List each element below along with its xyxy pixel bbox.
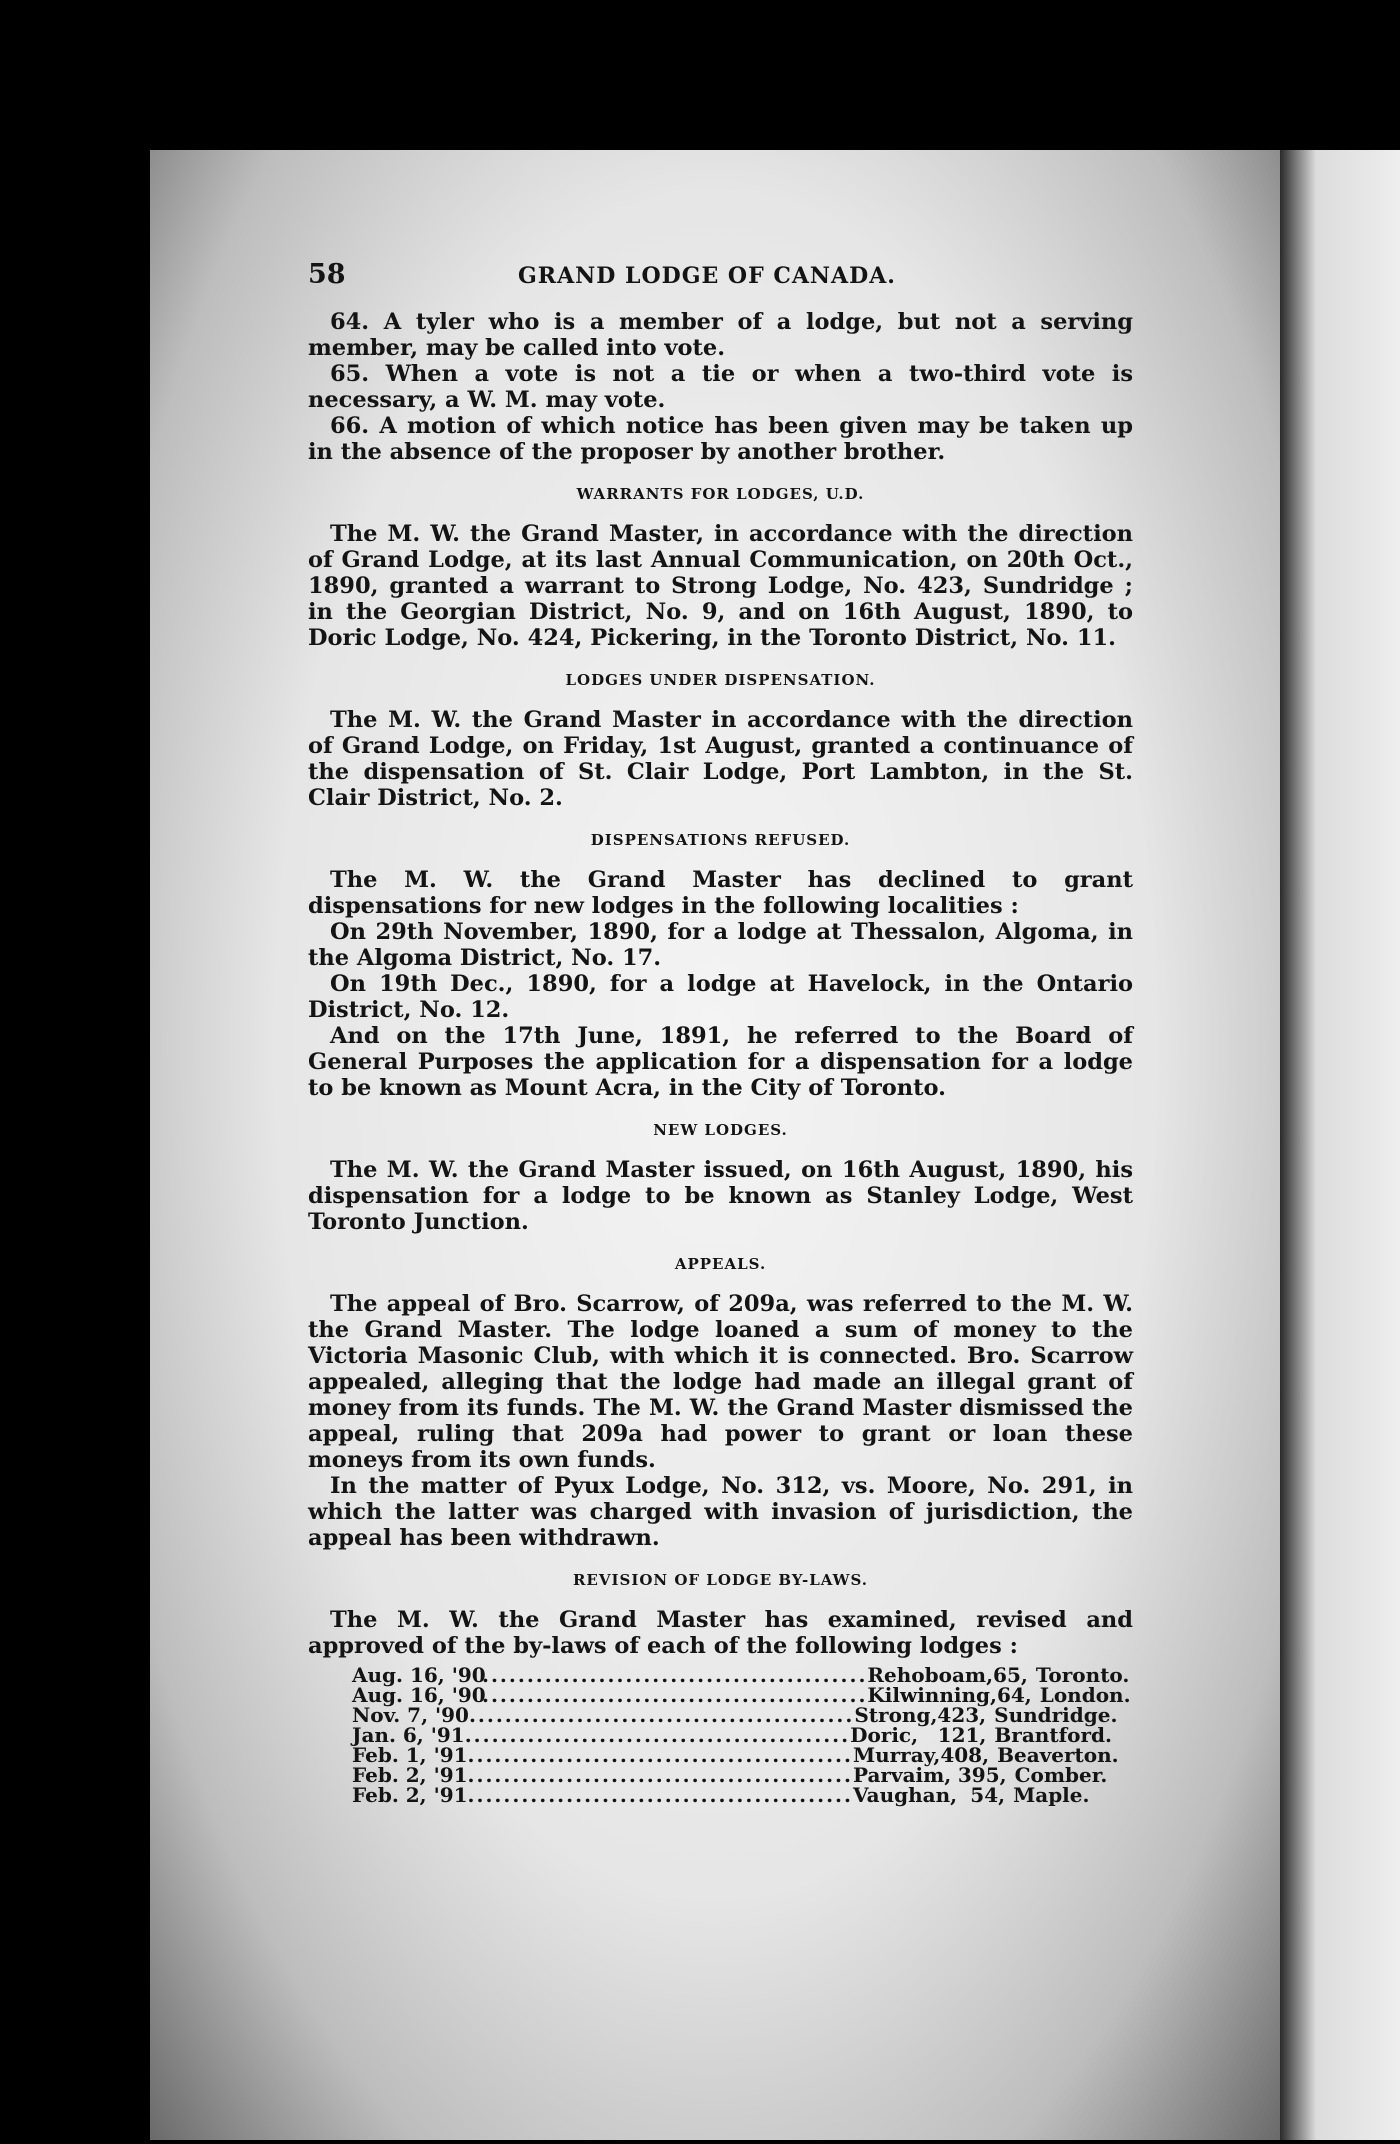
section-heading-appeals: APPEALS.: [674, 1255, 767, 1273]
warrants-paragraph: The M. W. the Grand Master, in accordance with the direction of Grand Lodge, at its last Annual Communication, on 20th Oct., 1890, granted a warrant to Strong Lodge, No. 423, Sundridge ; in the Georgian District, No. 9, and on 16th August, 1890, to Doric Lodge, No. 424, Pickering, in the Toronto District, No. 11.: [308, 521, 1133, 651]
row-date: Feb. 1, '91: [352, 1743, 468, 1767]
leader-dots: ...........................................: [467, 1783, 853, 1807]
row-town: Maple.: [1013, 1783, 1090, 1807]
row-lodge-name: Doric,: [850, 1723, 919, 1747]
refused-item-thessalon: On 29th November, 1890, for a lodge at Thessalon, Algoma, in the Algoma District, No. 17.: [308, 919, 1133, 971]
table-row: [352, 1765, 1112, 1785]
table-row: [352, 1725, 1112, 1745]
leader-dots: ...........................................: [482, 1683, 868, 1707]
row-lodge-name: Kilwinning,: [867, 1683, 997, 1707]
bylaws-intro: The M. W. the Grand Master has examined, revised and approved of the by-laws of each of the following lodges :: [308, 1607, 1133, 1659]
row-lodge-number: 54,: [970, 1783, 1006, 1807]
bylaws-table: [352, 1663, 1131, 1807]
row-date: Nov. 7, '90: [352, 1703, 469, 1727]
leader-dots: ...........................................: [482, 1663, 868, 1687]
section-heading-bylaws: REVISION OF LODGE BY-LAWS.: [572, 1571, 869, 1589]
row-lodge-number: 121,: [937, 1723, 987, 1747]
page-number: 58: [308, 259, 346, 290]
facing-page-edge: [1280, 150, 1400, 2140]
row-date: Jan. 6, '91: [352, 1723, 465, 1747]
table-row: [352, 1743, 1119, 1767]
row-lodge-number: 423,: [937, 1703, 987, 1727]
running-title: GRAND LODGE OF CANADA.: [518, 263, 896, 289]
row-lodge-name: Vaughan,: [852, 1783, 958, 1807]
page-content: [308, 259, 1133, 1807]
rule-65: 65. When a vote is not a tie or when a two-third vote is necessary, a W. M. may vote.: [308, 361, 1133, 413]
section-heading-warrants: WARRANTS FOR LODGES, U.D.: [576, 485, 865, 503]
rule-64: 64. A tyler who is a member of a lodge, but not a serving member, may be called into vote.: [308, 309, 1133, 361]
row-town: London.: [1039, 1683, 1131, 1707]
leader-dots: ...........................................: [467, 1743, 853, 1767]
row-town: Toronto.: [1035, 1663, 1130, 1687]
dispensation-paragraph: The M. W. the Grand Master in accordance with the direction of Grand Lodge, on Friday, 1st August, granted a continuance of the dispensation of St. Clair Lodge, Port Lambton, in the St. Clair District, No. 2.: [308, 707, 1133, 811]
row-date: Feb. 2, '91: [352, 1763, 468, 1787]
row-lodge-number: 64,: [996, 1683, 1032, 1707]
rule-66: 66. A motion of which notice has been given may be taken up in the absence of the proposer by another brother.: [308, 413, 1133, 465]
section-heading-dispensation: LODGES UNDER DISPENSATION.: [565, 671, 876, 689]
section-heading-refused: DISPENSATIONS REFUSED.: [590, 831, 851, 849]
row-lodge-name: Murray,: [852, 1743, 941, 1767]
leader-dots: ...........................................: [467, 1763, 853, 1787]
row-town: Comber.: [1014, 1763, 1108, 1787]
table-row: [352, 1703, 1118, 1727]
row-lodge-name: Strong,: [854, 1703, 938, 1727]
row-town: Beaverton.: [997, 1743, 1119, 1767]
row-date: Feb. 2, '91: [352, 1783, 468, 1807]
refused-item-mount-acra: And on the 17th June, 1891, he referred to the Board of General Purposes the application for a dispensation for a lodge to be known as Mount Acra, in the City of Toronto.: [308, 1023, 1133, 1101]
table-row: [352, 1683, 1131, 1707]
row-lodge-number: 408,: [940, 1743, 990, 1767]
appeals-paragraph-scarrow: The appeal of Bro. Scarrow, of 209a, was referred to the M. W. the Grand Master. The lodge loaned a sum of money to the Victoria Masonic Club, with which it is connected. Bro. Scarrow appealed, alleging that the lodge had made an illegal grant of money from its funds. The M. W. the Grand Master dismissed the appeal, ruling that 209a had power to grant or loan these moneys from its own funds.: [308, 1291, 1133, 1473]
page-header: [308, 259, 1133, 290]
refused-item-havelock: On 19th Dec., 1890, for a lodge at Havelock, in the Ontario District, No. 12.: [308, 971, 1133, 1023]
row-date: Aug. 16, '90: [352, 1683, 486, 1707]
section-heading-new-lodges: NEW LODGES.: [653, 1121, 788, 1139]
row-town: Sundridge.: [994, 1703, 1118, 1727]
refused-intro: The M. W. the Grand Master has declined to grant dispensations for new lodges in the following localities :: [308, 867, 1133, 919]
leader-dots: ...........................................: [464, 1723, 851, 1747]
row-lodge-number: 395,: [957, 1763, 1007, 1787]
new-lodges-paragraph: The M. W. the Grand Master issued, on 16th August, 1890, his dispensation for a lodge to be known as Stanley Lodge, West Toronto Junction.: [308, 1157, 1133, 1235]
row-lodge-name: Parvaim,: [852, 1763, 952, 1787]
table-row: [352, 1785, 1112, 1805]
leader-dots: ...........................................: [468, 1703, 855, 1727]
row-date: Aug. 16, '90: [352, 1663, 486, 1687]
row-lodge-number: 65,: [993, 1663, 1028, 1687]
row-lodge-name: Rehoboam,: [867, 1663, 994, 1687]
row-town: Brantford.: [994, 1723, 1112, 1747]
appeals-paragraph-pyux: In the matter of Pyux Lodge, No. 312, vs. Moore, No. 291, in which the latter was charged with invasion of jurisdiction, the appeal has been withdrawn.: [308, 1473, 1133, 1551]
table-row: [352, 1663, 1130, 1687]
